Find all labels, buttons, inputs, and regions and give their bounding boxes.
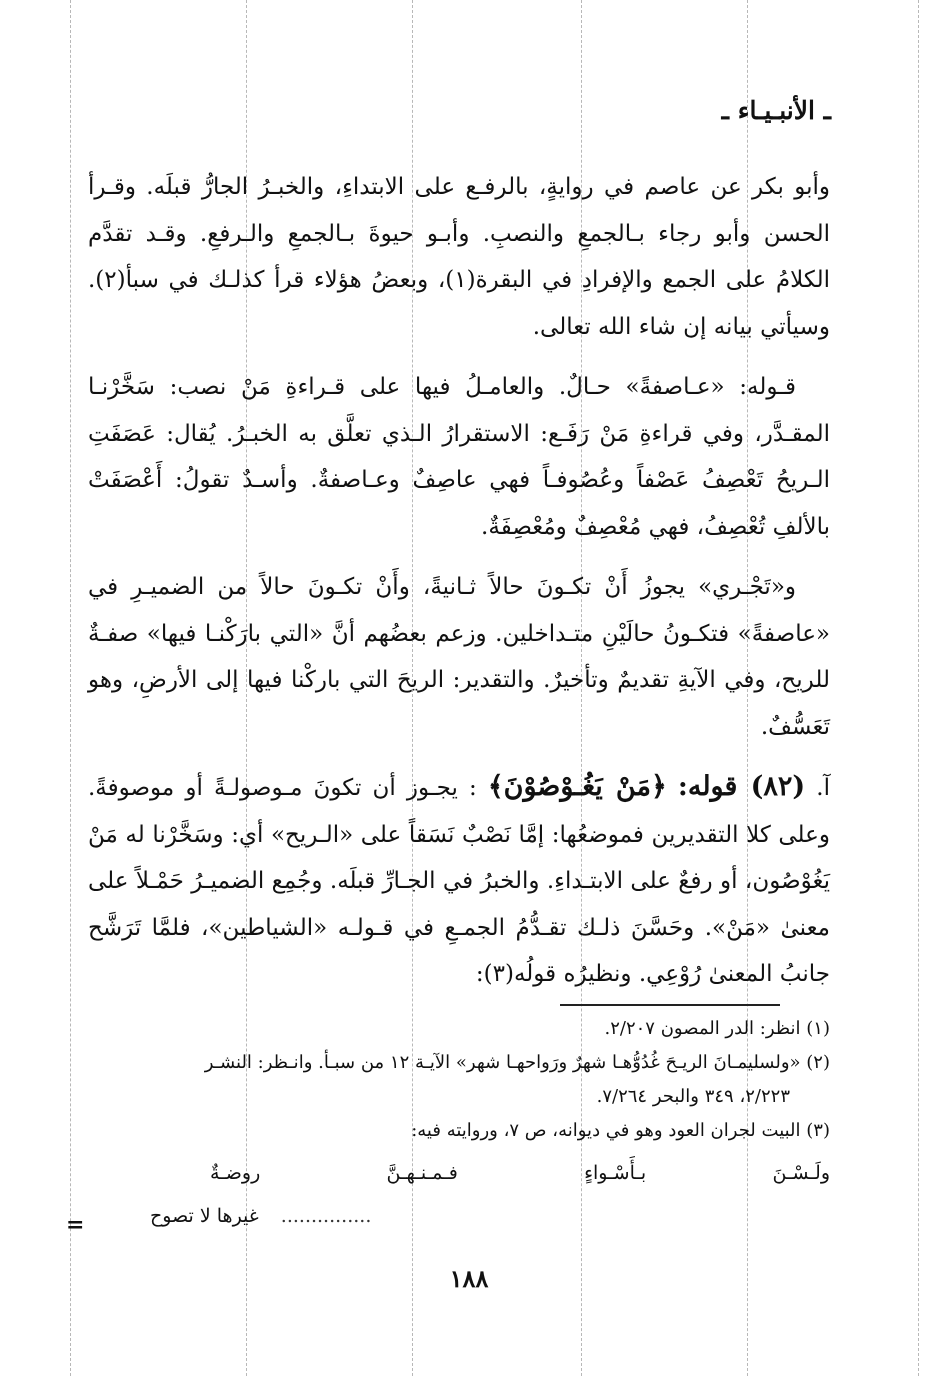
footnote-2: (٢) «ولسليمـانَ الريـحَ غُدُوُّهـا شهرٌ ورَواحهـا شهر» الآيـة ١٢ من سبـأ. وانـظر: النشـر [204,1052,830,1073]
paragraph-verse-82 [88,764,830,998]
verse-commentary: : يجـوز أن تكونَ مـوصولـةً أو موصوفةً. وعلى كلا التقديرين فموضعُها: إمَّا نَصْبٌ نَسَقاً على «الـريح» أي: وسَخَّرْنا له مَنْ يَغُوْصُون، أو رفعٌ على الابتـداءِ. والخبرُ في الجـارِّ قبلَه. وجُمِع الضميـرُ حَمْـلاً على معنىٰ «مَنْ». وحَسَّنَ ذلـك تقـدُّمُ الجمـعِ في قـولـه «الشياطين»، فلمَّا تَرَشَّح جانبُ المعنىٰ رُوْعِي. ونظيرُه قولُه(٣): [88,775,830,987]
paragraph: و«تَجْـري» يجوزُ أَنْ تكـونَ حالاً ثـانيةً، وأَنْ تكـونَ حالاً من الضميـرِ في «عاصفةً» فتكـونُ حالَيْنِ متـداخلين. وزعم بعضُهم أنَّ «التي بارَكْنـا فيها» صفـةٌ للريح، وفي الآيةِ تقديمٌ وتأخيرٌ. والتقدير: الريحَ التي باركْنا فيها إلى الأرضِ، وهو تَعَسُّفٌ. [88,574,830,740]
running-title: ـ الأنبـيـاء ـ [721,96,831,125]
quran-quote: ﴿مَنْ يَغُـوْصُوْنَ﴾ [487,771,667,802]
poem-text: غيرها لا تصوح [150,1205,259,1227]
footnote-1: (١) انظر: الدر المصون ٢/٢٠٧. [604,1018,830,1039]
verse-number: (٨٢) قوله: [677,771,806,802]
poem-verse-first-hemistich [210,1162,830,1184]
verse-marker: آ. [816,775,830,801]
main-text [88,164,830,998]
continuation-mark: = [66,1212,85,1238]
footnote-3: (٣) البيت لجران العود وهو في ديوانه، ص ٧، وروايته فيه: [411,1120,830,1141]
poem-word: روضـةٌ [210,1162,261,1184]
footnote-separator [560,1004,780,1006]
page-number: ١٨٨ [449,1264,489,1293]
footnote-2-continuation: ٢/٢٢٣، ٣٤٩ والبحر ٧/٢٦٤. [596,1086,790,1107]
poem-word: ولَـسْـنَ [772,1162,830,1184]
paragraph: وأبو بكر عن عاصم في روايةٍ، بالرفـع على الابتداءِ، والخبـرُ الجارُّ قبلَه. وقـرأ الحسن وأبو رجاء بـالجمعِ والنصبِ. وأبـو حيوةَ بـالجمعِ والـرفعِ. وقـد تقدَّم الكلامُ على الجمع والإفرادِ في البقرة(١)، وبعضُ هؤلاء قرأ كذلـك في سبأ(٢). وسيأتي بيانه إن شاء الله تعالى. [88,174,830,340]
poem-word: بـأَسْـواءٍ [584,1162,647,1184]
scan-guide-line [918,0,919,1376]
poem-verse-second-hemistich [150,1205,371,1227]
scan-guide-line [70,0,71,1376]
footnotes [88,1012,830,1148]
paragraph: قـوله: «عـاصفةً» حـالٌ. والعامـلُ فيها على قـراءةِ مَنْ نصب: سَخَّرْنـا المقـدَّر، وفي قراءةِ مَنْ رَفَـع: الاستقرارُ الـذي تعلَّق به الخبـرُ. يُقال: عَصَفَتِ الـريحُ تَعْصِفُ عَصْفاً وعُصُوفـاً فهي عاصِفٌ وعـاصفةٌ. وأسـدٌ تقولُ: أَعْصَفَتْ بالألفِ تُعْصِفُ، فهي مُعْصِفٌ ومُعْصِفَةٌ. [88,374,830,540]
poem-word: فـمـنـهـنَّ [386,1162,458,1184]
poem-ellipsis: ............... [280,1205,372,1227]
